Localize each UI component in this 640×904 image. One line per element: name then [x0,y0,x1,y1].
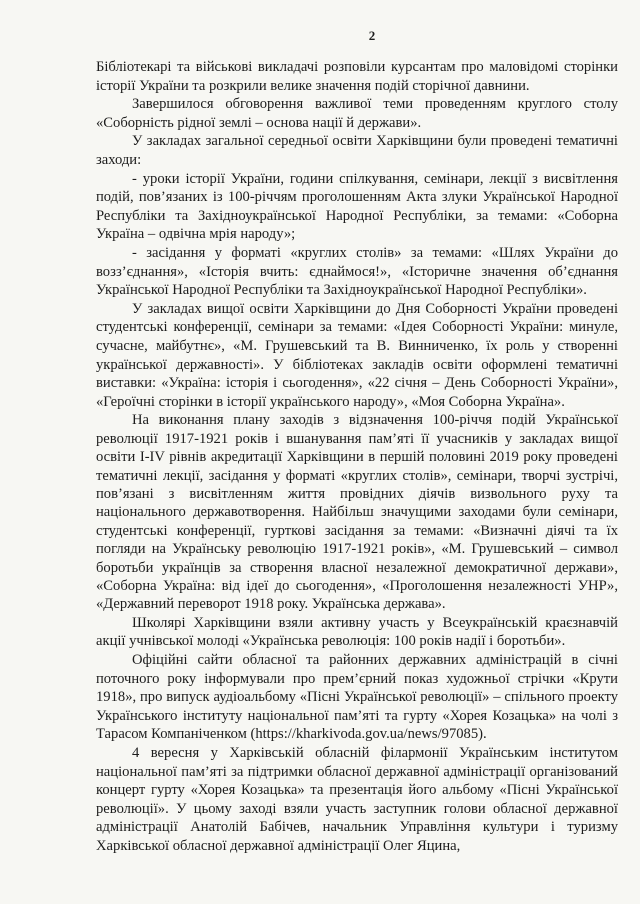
paragraph-philharmonic-concert: 4 вересня у Харківській обласній філармонії Українським інститутом національної пам’яті за підтримки обласної державної адміністрації організований концерт гурту «Хорея Козацька» та презентація його альбому «Пісні Української революції». У цьому заході взяли участь заступник голови обласної державної адміністрації Анатолій Бабічев, начальник Управління культури і туризму Харківської обласної державної адміністрації Олег Яцина, [96,744,618,854]
paragraph-round-table: Завершилося обговорення важливої теми проведенням круглого столу «Соборність рідної землі – основа нації й держави». [96,96,618,131]
paragraph-history-lessons: - уроки історії України, години спілкування, семінари, лекції з висвітлення подій, пов’язаних із 100-річчям проголошенням Акта злуки Української Народної Республіки та Західноукраїнської Народної Республіки, за темами: «Соборна Україна – одвічна мрія народу»; [96,170,618,243]
paragraph-higher-education: У закладах вищої освіти Харківщини до Дня Соборності України проведені студентські конференції, семінари за темами: «Ідея Соборності України: минуле, сучасне, майбутнє», «М. Грушевський та В. Винниченко, їх роль у створенні української державності». У бібліотеках закладів освіти оформлені тематичні виставки: «Україна: історія і сьогодення», «22 січня – День Соборності України», «Героїчні сторінки в історії українського народу», «Моя Соборна Україна». [96,300,618,410]
paragraph-schoolchildren-action: Школярі Харківщини взяли активну участь у Всеукраїнській краєзнавчій акції учнівської молоді «Українська революція: 100 років надії і боротьби». [96,614,618,650]
page-number: 2 [368,28,376,43]
paragraph-schools-intro: У закладах загальної середньої освіти Харківщини були проведені тематичні заходи: [96,133,618,168]
paragraph-official-sites: Офіційні сайти обласної та районних державних адміністрацій в січні поточного року інформували про прем’єрний показ художньої стрічки «Крути 1918», про випуск аудіоальбому «Пісні Української революції» – спільного проекту Українського інституту національної пам’яті та гурту «Хорея Козацька» на чолі з Тарасом Компаніченком (https://kharkivoda.gov.ua/news/97085). [96,651,618,743]
paragraph-revolution-centenary: На виконання плану заходів з відзначення 100-річчя подій Української революції 1917-1921 років і вшанування пам’яті її учасників у закладах вищої освіти І-ІV рівнів акредитації Харківщини в першій половині 2019 року проведені тематичні лекції, засідання у форматі «круглих столів», семінари, творчі зустрічі, пов’язані з висвітленням життя провідних діячів визвольного руху та національного державотворення. Найбільш значущими заходами були семінари, студентські конференції, гурткові засідання за темами: «Визначні діячі та їх погляди на Українську революцію 1917-1921 років», «М. Грушевський – символ боротьби українців за створення власної незалежної демократичної держави», «Соборна Україна: від ідеї до сьогодення», «Проголошення незалежності УНР», «Державний переворот 1918 року. Українська держава». [96,412,618,613]
paragraph-librarians: Бібліотекарі та військові викладачі розповіли курсантам про маловідомі сторінки історії України та розкрили велике значення подій сторічної давнини. [96,59,618,94]
paragraph-round-tables-topics: - засідання у форматі «круглих столів» за темами: «Шлях України до возз’єднання», «Історія вчить: єднаймося!», «Історичне значення об’єднання Української Народної Республіки та Західноукраїнської Народної Республіки». [96,244,618,299]
